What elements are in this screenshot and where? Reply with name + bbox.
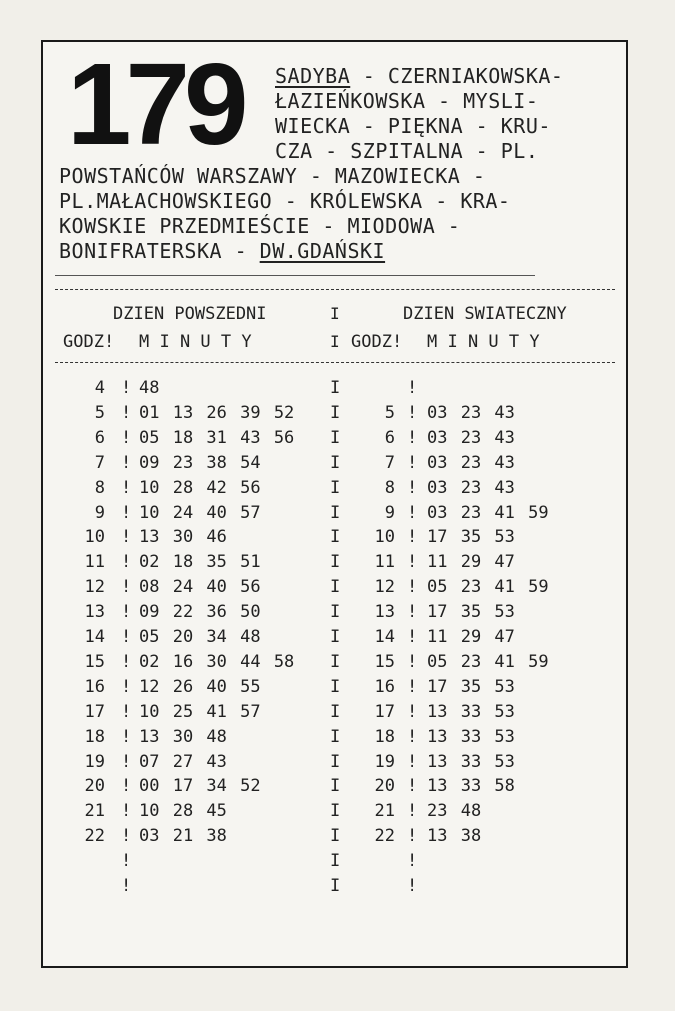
holiday-bang: ! (407, 427, 418, 448)
holiday-minutes: 11 29 47 (427, 552, 515, 573)
timetable-row (43, 577, 626, 601)
holiday-bang: ! (407, 577, 418, 598)
holiday-bang: ! (407, 676, 418, 697)
holiday-minutes: 17 35 53 (427, 527, 515, 548)
weekday-hour: 11 (84, 552, 105, 573)
timetable-row (43, 403, 626, 427)
weekday-bang: ! (121, 751, 132, 772)
holiday-minutes: 17 35 53 (427, 676, 515, 697)
timetable-row (43, 627, 626, 651)
holiday-minutes: 13 33 53 (427, 701, 515, 722)
weekday-bang: ! (121, 776, 132, 797)
column-separator: I (330, 527, 341, 548)
route-line-8 (59, 239, 385, 263)
holiday-bang: ! (407, 651, 418, 672)
weekday-hour: 4 (94, 378, 105, 398)
weekday-minutes: 09 22 36 50 (139, 602, 261, 623)
weekday-hour: 13 (84, 602, 105, 623)
route-line-6: PL.MAŁACHOWSKIEGO - KRÓLEWSKA - KRA- (59, 189, 511, 213)
timetable-row (43, 851, 626, 875)
column-separator: I (330, 552, 341, 573)
holiday-bang: ! (407, 876, 418, 896)
holiday-minutes: 03 23 41 59 (427, 502, 549, 523)
timetable-row (43, 652, 626, 676)
weekday-hour-label: GODZ! (63, 332, 115, 352)
weekday-minutes: 05 20 34 48 (139, 627, 261, 647)
weekday-minutes: 10 28 45 (139, 801, 227, 822)
column-separator: I (330, 577, 341, 598)
weekday-bang: ! (121, 552, 132, 573)
weekday-minutes: 48 (139, 378, 160, 398)
weekday-minutes: 07 27 43 (139, 751, 227, 772)
timetable-row (43, 527, 626, 551)
weekday-minutes: 02 16 30 44 58 (139, 651, 295, 672)
holiday-bang: ! (407, 751, 418, 772)
weekday-bang: ! (121, 801, 132, 822)
holiday-hour: 20 (374, 776, 395, 797)
weekday-minutes-label: M I N U T Y (139, 332, 252, 352)
weekday-hour: 14 (84, 627, 105, 647)
weekday-bang: ! (121, 602, 132, 623)
weekday-minutes: 02 18 35 51 (139, 552, 261, 573)
timetable-row (43, 552, 626, 576)
column-separator: I (330, 751, 341, 772)
weekday-bang: ! (121, 577, 132, 598)
holiday-hour: 5 (384, 402, 395, 423)
timetable-row (43, 876, 626, 900)
holiday-bang: ! (407, 602, 418, 623)
timetable-row (43, 752, 626, 776)
holiday-hour: 19 (374, 751, 395, 772)
holiday-bang: ! (407, 776, 418, 797)
route-line-3: WIECKA - PIĘKNA - KRU- (275, 114, 551, 138)
weekday-bang: ! (121, 502, 132, 523)
column-separator: I (330, 676, 341, 697)
holiday-minutes: 17 35 53 (427, 602, 515, 623)
column-separator: I (330, 378, 341, 398)
holiday-hour: 11 (374, 552, 395, 573)
holiday-bang: ! (407, 477, 418, 498)
weekday-hour: 19 (84, 751, 105, 772)
weekday-hour: 22 (84, 826, 105, 847)
holiday-hour: 21 (374, 801, 395, 822)
timetable-row (43, 378, 626, 402)
timetable-row (43, 602, 626, 626)
holiday-bang: ! (407, 552, 418, 573)
weekday-hour: 16 (84, 676, 105, 697)
column-separator: I (330, 851, 341, 872)
route-line-7: KOWSKIE PRZEDMIEŚCIE - MIODOWA - (59, 214, 461, 238)
route-start-stop: SADYBA (275, 64, 351, 88)
weekday-hour: 9 (94, 502, 105, 523)
holiday-minutes: 05 23 41 59 (427, 577, 549, 598)
column-separator: I (330, 651, 341, 672)
holiday-bang: ! (407, 801, 418, 822)
weekday-minutes: 13 30 46 (139, 527, 227, 548)
weekday-bang: ! (121, 851, 132, 872)
table-header-rule (55, 362, 615, 363)
weekday-minutes: 00 17 34 52 (139, 776, 261, 797)
holiday-minutes: 13 38 (427, 826, 482, 847)
holiday-minutes: 03 23 43 (427, 477, 515, 498)
timetable-row (43, 826, 626, 850)
weekday-minutes: 08 24 40 56 (139, 577, 261, 598)
weekday-minutes: 05 18 31 43 56 (139, 427, 295, 448)
column-separator: I (330, 602, 341, 623)
table-top-rule (55, 289, 615, 290)
weekday-minutes: 13 30 48 (139, 726, 227, 747)
column-separator: I (330, 876, 341, 896)
column-separator: I (330, 477, 341, 498)
weekday-minutes: 12 26 40 55 (139, 676, 261, 697)
column-separator: I (330, 502, 341, 523)
weekday-bang: ! (121, 876, 132, 896)
holiday-minutes: 11 29 47 (427, 627, 515, 647)
weekday-bang: ! (121, 676, 132, 697)
weekday-minutes: 10 24 40 57 (139, 502, 261, 523)
holiday-hour: 17 (374, 701, 395, 722)
holiday-minutes: 13 33 53 (427, 726, 515, 747)
timetable-row (43, 478, 626, 502)
weekday-bang: ! (121, 402, 132, 423)
timetable-row (43, 776, 626, 800)
route-line-5: POWSTAŃCÓW WARSZAWY - MAZOWIECKA - (59, 164, 486, 188)
route-line-1-rest: - CZERNIAKOWSKA- (350, 64, 564, 88)
holiday-bang: ! (407, 502, 418, 523)
holiday-hour: 14 (374, 627, 395, 647)
holiday-hour: 8 (384, 477, 395, 498)
holiday-bang: ! (407, 402, 418, 423)
timetable-card (41, 40, 628, 968)
weekday-hour: 12 (84, 577, 105, 598)
holiday-minutes: 05 23 41 59 (427, 651, 549, 672)
holiday-title: DZIEN SWIATECZNY (403, 304, 567, 324)
weekday-bang: ! (121, 477, 132, 498)
holiday-minutes: 23 48 (427, 801, 482, 822)
weekday-minutes: 10 28 42 56 (139, 477, 261, 498)
holiday-hour: 22 (374, 826, 395, 847)
weekday-minutes: 10 25 41 57 (139, 701, 261, 722)
holiday-bang: ! (407, 452, 418, 473)
holiday-hour: 10 (374, 527, 395, 548)
weekday-hour: 20 (84, 776, 105, 797)
timetable-row (43, 677, 626, 701)
weekday-bang: ! (121, 627, 132, 647)
column-separator: I (330, 427, 341, 448)
column-separator: I (330, 332, 340, 351)
weekday-bang: ! (121, 452, 132, 473)
holiday-hour: 7 (384, 452, 395, 473)
holiday-hour: 13 (374, 602, 395, 623)
weekday-bang: ! (121, 651, 132, 672)
holiday-minutes: 03 23 43 (427, 402, 515, 423)
holiday-minutes-label: M I N U T Y (427, 332, 540, 352)
timetable-row (43, 727, 626, 751)
timetable-row (43, 503, 626, 527)
holiday-hour: 6 (384, 427, 395, 448)
weekday-minutes: 09 23 38 54 (139, 452, 261, 473)
holiday-hour: 12 (374, 577, 395, 598)
weekday-hour: 5 (94, 402, 105, 423)
weekday-hour: 15 (84, 651, 105, 672)
column-separator: I (330, 627, 341, 647)
weekday-hour: 8 (94, 477, 105, 498)
column-separator: I (330, 701, 341, 722)
weekday-bang: ! (121, 427, 132, 448)
holiday-bang: ! (407, 527, 418, 548)
column-separator: I (330, 826, 341, 847)
route-line-1 (275, 64, 563, 88)
timetable-row (43, 428, 626, 452)
weekday-hour: 7 (94, 452, 105, 473)
holiday-hour: 18 (374, 726, 395, 747)
holiday-bang: ! (407, 627, 418, 647)
holiday-minutes: 13 33 58 (427, 776, 515, 797)
route-line-4: CZA - SZPITALNA - PL. (275, 139, 539, 163)
weekday-hour: 10 (84, 527, 105, 548)
holiday-hour: 15 (374, 651, 395, 672)
holiday-bang: ! (407, 701, 418, 722)
column-separator: I (330, 304, 340, 323)
weekday-hour: 21 (84, 801, 105, 822)
weekday-bang: ! (121, 378, 132, 398)
holiday-bang: ! (407, 378, 418, 398)
column-separator: I (330, 402, 341, 423)
route-number: 179 (67, 39, 243, 169)
holiday-bang: ! (407, 851, 418, 872)
timetable-row (43, 801, 626, 825)
holiday-hour: 9 (384, 502, 395, 523)
weekday-hour: 17 (84, 701, 105, 722)
holiday-bang: ! (407, 826, 418, 847)
holiday-minutes: 13 33 53 (427, 751, 515, 772)
route-line-2: ŁAZIEŃKOWSKA - MYSLI- (275, 89, 539, 113)
weekday-hour: 18 (84, 726, 105, 747)
column-separator: I (330, 726, 341, 747)
header-divider (55, 275, 535, 276)
weekday-title: DZIEN POWSZEDNI (113, 304, 267, 324)
weekday-hour: 6 (94, 427, 105, 448)
route-end-stop: DW.GDAŃSKI (259, 239, 386, 263)
holiday-minutes: 03 23 43 (427, 452, 515, 473)
weekday-bang: ! (121, 726, 132, 747)
route-line-8-text: BONIFRATERSKA - (59, 239, 260, 263)
weekday-minutes: 01 13 26 39 52 (139, 402, 295, 423)
weekday-bang: ! (121, 527, 132, 548)
timetable-row (43, 702, 626, 726)
column-separator: I (330, 776, 341, 797)
holiday-hour-label: GODZ! (351, 332, 403, 352)
timetable-row (43, 453, 626, 477)
column-separator: I (330, 452, 341, 473)
weekday-minutes: 03 21 38 (139, 826, 227, 847)
holiday-minutes: 03 23 43 (427, 427, 515, 448)
weekday-bang: ! (121, 826, 132, 847)
holiday-hour: 16 (374, 676, 395, 697)
holiday-bang: ! (407, 726, 418, 747)
weekday-bang: ! (121, 701, 132, 722)
column-separator: I (330, 801, 341, 822)
